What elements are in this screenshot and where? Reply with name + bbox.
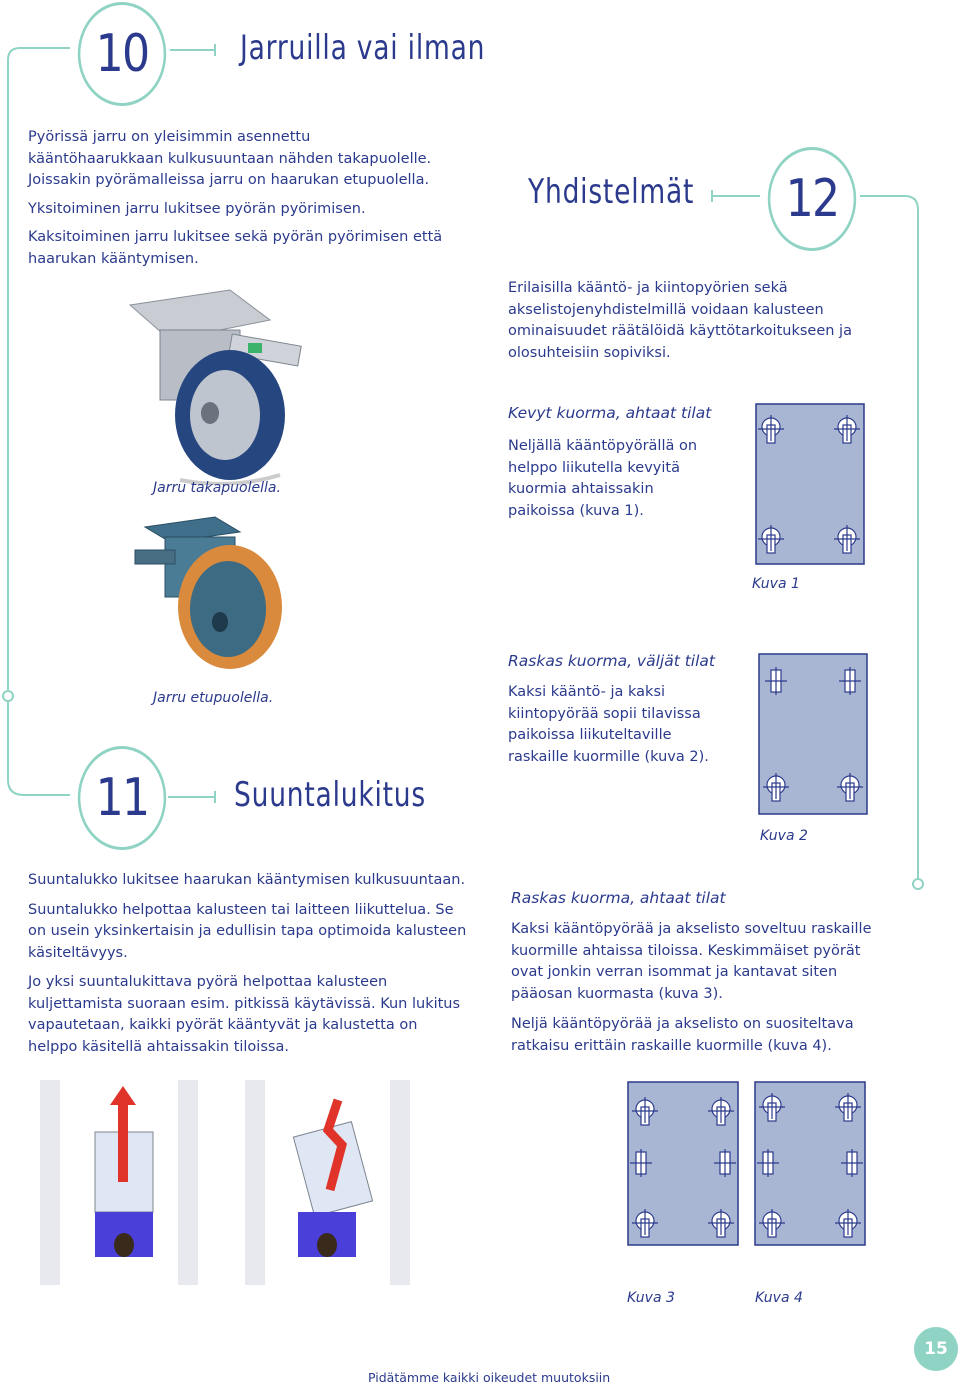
paragraph: Kaksitoiminen jarru lukitsee sekä pyörän pyörimisen että haarukan kääntymisen. (28, 229, 443, 267)
paragraph: Neljä kääntöpyörää ja akselisto on suositeltava ratkaisu erittäin raskaille kuormille (kuva 4). (511, 1016, 854, 1054)
corridor-illustrations (40, 1080, 460, 1290)
section-12-intro: Erilaisilla kääntö- ja kiintopyörien sekä akselistojenyhdistelmillä voidaan kalusteen ominaisuudet räätälöidä käyttötarkoitukseen ja olosuhteisiin sopiviksi. (508, 280, 852, 361)
kuva2-caption: Kuva 2 (760, 828, 808, 844)
paragraph: Jo yksi suuntalukittava pyörä helpottaa kalusteen kuljettamista suoraan esim. pitkissä käytävissä. Kun lukitus vapautetaan, kaikki pyörät kääntyvät ja kalustetta on helppo käsitellä ahtaissakin tiloissa. (28, 974, 461, 1055)
section-11-text (28, 870, 468, 1067)
block1-heading: Kevyt kuorma, ahtaat tilat (508, 404, 712, 422)
section-11-number: 11 (78, 746, 166, 850)
section-10-title: Jarruilla vai ilman (240, 28, 486, 68)
kuva2-diagram (758, 653, 868, 815)
caption-rear-brake: Jarru takapuolella. (153, 480, 281, 496)
block1-text: Neljällä kääntöpyörällä on helppo liikutella kevyitä kuormia ahtaissakin paikoissa (kuva 1). (508, 438, 698, 519)
paragraph: Kaksi kääntöpyörää ja akselisto soveltuu raskaille kuormille ahtaissa tiloissa. Keskimmäiset pyörät ovat jonkin verran isommat ja kantavat siten pääosan kuormasta (kuva 3). (511, 921, 872, 1002)
paragraph: Suuntalukko helpottaa kalusteen tai laitteen liikuttelua. Se on usein yksinkertaisin ja edullisin tapa optimoida kalusteen käsiteltävyys. (28, 901, 467, 961)
kuva3-caption: Kuva 3 (627, 1290, 675, 1306)
block3-heading: Raskas kuorma, ahtaat tilat (511, 889, 726, 907)
section-10-number: 10 (78, 2, 166, 106)
paragraph: Pyörissä jarru on yleisimmin asennettu kääntöhaarukkaan kulkusuuntaan nähden takapuolelle. Joissakin pyörämalleissa jarru on haarukan etupuolella. (28, 129, 432, 188)
page-number-badge: 15 (914, 1327, 958, 1371)
kuva3-diagram (627, 1081, 739, 1246)
section-12-title: Yhdistelmät (528, 172, 695, 212)
kuva4-caption: Kuva 4 (755, 1290, 803, 1306)
kuva1-caption: Kuva 1 (752, 576, 800, 592)
caption-front-brake: Jarru etupuolella. (153, 690, 274, 706)
footer-notice: Pidätämme kaikki oikeudet muutoksiin (368, 1370, 611, 1385)
caster-rear-brake-image (120, 285, 320, 485)
caster-front-brake-image (120, 512, 295, 687)
section-11-title: Suuntalukitus (234, 775, 426, 815)
block2-text: Kaksi kääntö- ja kaksi kiintopyörää sopii tilavissa paikoissa liikuteltaville raskaille kuormille (kuva 2). (508, 684, 709, 765)
paragraph: Yksitoiminen jarru lukitsee pyörän pyörimisen. (28, 200, 366, 217)
paragraph: Suuntalukko lukitsee haarukan kääntymisen kulkusuuntaan. (28, 872, 466, 888)
kuva1-diagram (755, 403, 865, 565)
section-12-number: 12 (768, 147, 856, 251)
section-10-text (28, 127, 448, 279)
kuva4-diagram (754, 1081, 866, 1246)
block3-text (511, 919, 881, 1066)
block2-heading: Raskas kuorma, väljät tilat (508, 652, 715, 670)
